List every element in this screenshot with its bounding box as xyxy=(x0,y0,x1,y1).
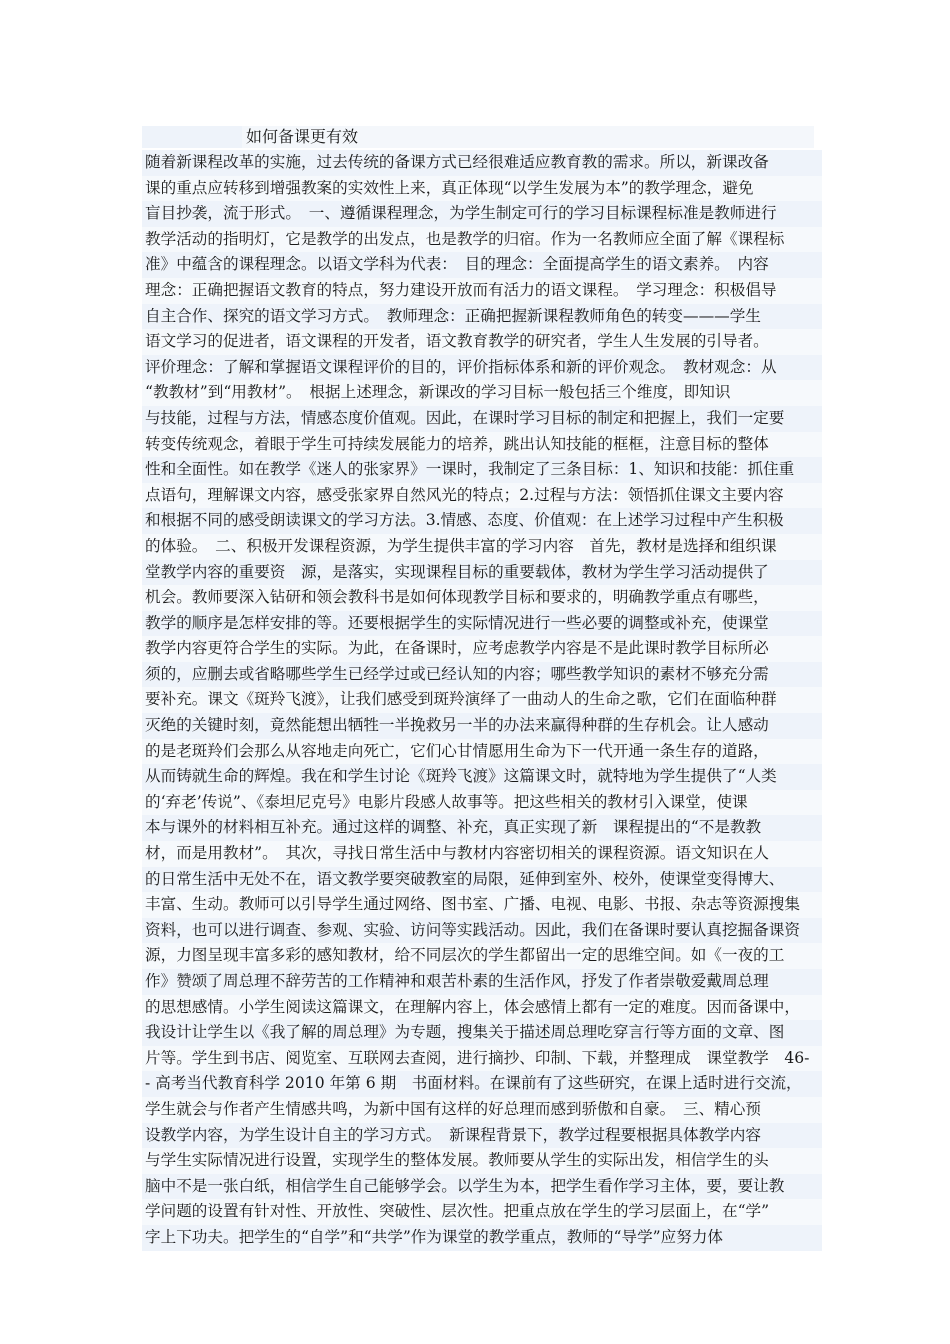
body-text-line: 我设计让学生以《我了解的周总理》为专题，搜集关于描述周总理吃穿言行等方面的文章、图 xyxy=(142,1020,822,1046)
body-text-line: 堂教学内容的重要资 源，是落实，实现课程目标的重要载体，教材为学生学习活动提供了 xyxy=(142,560,822,586)
body-text-line: 源，力图呈现丰富多彩的感知教材，给不同层次的学生都留出一定的思维空间。如《一夜的工 xyxy=(142,943,822,969)
document-title xyxy=(142,126,814,148)
body-text-line: 丰富、生动。教师可以引导学生通过网络、图书室、广播、电视、电影、书报、杂志等资源搜集 xyxy=(142,892,822,918)
body-text-line: 脑中不是一张白纸，相信学生自己能够学会。以学生为本，把学生看作学习主体，要，要让教 xyxy=(142,1174,822,1200)
document-title-text: 如何备课更有效 xyxy=(246,127,359,146)
body-text-line: 学生就会与作者产生情感共鸣，为新中国有这样的好总理而感到骄傲和自豪。 三、精心预 xyxy=(142,1097,822,1123)
body-text-line: - 高考当代教育科学 2010 年第 6 期 书面材料。在课前有了这些研究，在课上适时进行交流， xyxy=(142,1071,822,1097)
body-text-line: 转变传统观念，着眼于学生可持续发展能力的培养，跳出认知技能的框框，注意目标的整体 xyxy=(142,432,822,458)
body-text-line: 片等。学生到书店、阅览室、互联网去查阅，进行摘抄、印制、下载，并整理成 课堂教学 46- xyxy=(142,1046,822,1072)
body-text-line: 准》中蕴含的课程理念。以语文学科为代表： 目的理念：全面提高学生的语文素养。 内容 xyxy=(142,252,822,278)
body-text-line: 从而铸就生命的辉煌。我在和学生讨论《斑羚飞渡》这篇课文时，就特地为学生提供了“人类 xyxy=(142,764,822,790)
body-text-line: 教学活动的指明灯，它是教学的出发点，也是教学的归宿。作为一名教师应全面了解《课程标 xyxy=(142,227,822,253)
body-text-line: 本与课外的材料相互补充。通过这样的调整、补充，真正实现了新 课程提出的“不是教教 xyxy=(142,815,822,841)
body-text-line: 随着新课程改革的实施，过去传统的备课方式已经很难适应教育教的需求。所以，新课改备 xyxy=(142,150,822,176)
body-text-line: 设教学内容，为学生设计自主的学习方式。 新课程背景下，教学过程要根据具体教学内容 xyxy=(142,1123,822,1149)
body-text-line: 理念：正确把握语文教育的特点，努力建设开放而有活力的语文课程。 学习理念：积极倡导 xyxy=(142,278,822,304)
body-text-line: 盲目抄袭，流于形式。 一、遵循课程理念，为学生制定可行的学习目标课程标准是教师进行 xyxy=(142,201,822,227)
body-text-line: 与学生实际情况进行设置，实现学生的整体发展。教师要从学生的实际出发，相信学生的头 xyxy=(142,1148,822,1174)
body-text-line: 字上下功夫。把学生的“自学”和“共学”作为课堂的教学重点，教师的“导学”应努力体 xyxy=(142,1225,822,1251)
body-text-line: 的‘弃老’传说”、《泰坦尼克号》电影片段感人故事等。把这些相关的教材引入课堂，使课 xyxy=(142,790,822,816)
body-text-line: 和根据不同的感受朗读课文的学习方法。3.情感、态度、价值观：在上述学习过程中产生积极 xyxy=(142,508,822,534)
body-text-line: 教学的顺序是怎样安排的等。还要根据学生的实际情况进行一些必要的调整或补充，使课堂 xyxy=(142,611,822,637)
body-text-line: “教教材”到“用教材”。 根据上述理念，新课改的学习目标一般包括三个维度，即知识 xyxy=(142,380,822,406)
body-text-line: 须的，应删去或省略哪些学生已经学过或已经认知的内容；哪些教学知识的素材不够充分需 xyxy=(142,662,822,688)
document-body xyxy=(142,150,822,1251)
body-text-line: 资料，也可以进行调查、参观、实验、访问等实践活动。因此，我们在备课时要认真挖掘备课资 xyxy=(142,918,822,944)
body-text-line: 的是老斑羚们会那么从容地走向死亡，它们心甘情愿用生命为下一代开通一条生存的道路， xyxy=(142,739,822,765)
body-text-line: 学问题的设置有针对性、开放性、突破性、层次性。把重点放在学生的学习层面上，在“学” xyxy=(142,1199,822,1225)
body-text-line: 点语句，理解课文内容，感受张家界自然风光的特点；2.过程与方法：领悟抓住课文主要内容 xyxy=(142,483,822,509)
body-text-line: 作》赞颂了周总理不辞劳苦的工作精神和艰苦朴素的生活作风，抒发了作者崇敬爱戴周总理 xyxy=(142,969,822,995)
body-text-line: 教学内容更符合学生的实际。为此，在备课时，应考虑教学内容是不是此课时教学目标所必 xyxy=(142,636,822,662)
body-text-line: 机会。教师要深入钻研和领会教科书是如何体现教学目标和要求的，明确教学重点有哪些， xyxy=(142,585,822,611)
body-text-line: 材，而是用教材”。 其次，寻找日常生活中与教材内容密切相关的课程资源。语文知识在人 xyxy=(142,841,822,867)
body-text-line: 的体验。 二、积极开发课程资源，为学生提供丰富的学习内容 首先，教材是选择和组织课 xyxy=(142,534,822,560)
body-text-line: 要补充。课文《斑羚飞渡》，让我们感受到斑羚演绎了一曲动人的生命之歌，它们在面临种群 xyxy=(142,687,822,713)
body-text-line: 的日常生活中无处不在，语文教学要突破教室的局限，延伸到室外、校外，使课堂变得博大、 xyxy=(142,867,822,893)
body-text-line: 性和全面性。如在教学《迷人的张家界》一课时，我制定了三条目标：1、知识和技能：抓住重 xyxy=(142,457,822,483)
body-text-line: 的思想感情。小学生阅读这篇课文，在理解内容上，体会感情上都有一定的难度。因而备课中， xyxy=(142,995,822,1021)
body-text-line: 评价理念：了解和掌握语文课程评价的目的，评价指标体系和新的评价观念。 教材观念：从 xyxy=(142,355,822,381)
body-text-line: 与技能，过程与方法，情感态度价值观。因此，在课时学习目标的制定和把握上，我们一定要 xyxy=(142,406,822,432)
body-text-line: 自主合作、探究的语文学习方式。 教师理念：正确把握新课程教师角色的转变———学生 xyxy=(142,304,822,330)
body-text-line: 灭绝的关键时刻，竟然能想出牺牲一半挽救另一半的办法来赢得种群的生存机会。让人感动 xyxy=(142,713,822,739)
body-text-line: 语文学习的促进者，语文课程的开发者，语文教育教学的研究者，学生人生发展的引导者。 xyxy=(142,329,822,355)
body-text-line: 课的重点应转移到增强教案的实效性上来，真正体现“以学生发展为本”的教学理念，避免 xyxy=(142,176,822,202)
